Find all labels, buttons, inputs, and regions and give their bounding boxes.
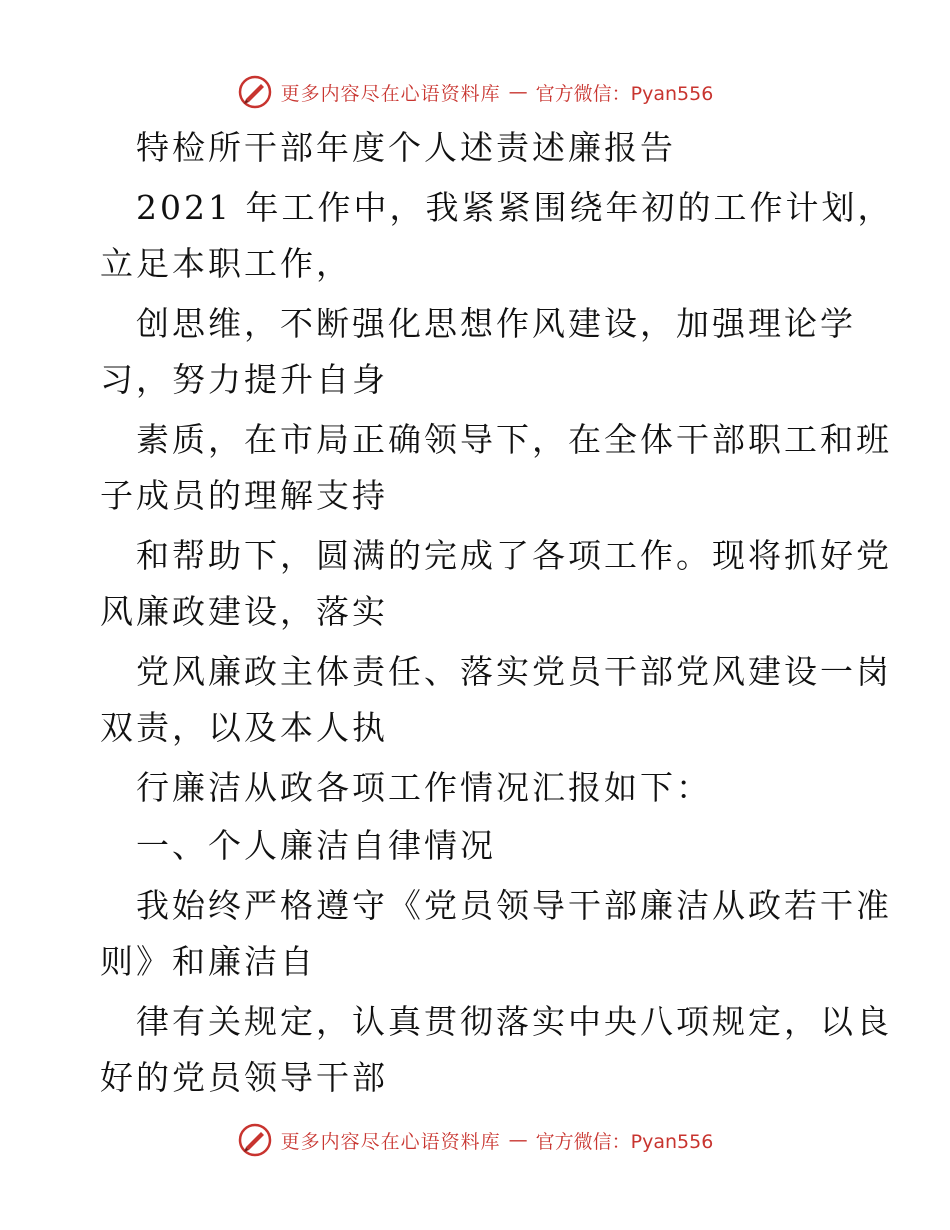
paragraph-line: 子成员的理解支持: [100, 476, 388, 515]
banner-wechat-label: 官方微信：Pyan556: [535, 82, 714, 105]
banner-dash: —: [508, 1129, 528, 1151]
paragraph-line: 立足本职工作，: [100, 244, 352, 283]
banner-dash: —: [508, 81, 528, 103]
paragraph-line: 党风廉政主体责任、落实党员干部党风建设一岗: [136, 652, 892, 691]
paragraph-line: 我始终严格遵守《党员领导干部廉洁从政若干准: [136, 886, 892, 925]
banner-site-text: 更多内容尽在心语资料库: [280, 1130, 501, 1153]
paragraph-line: 行廉洁从政各项工作情况汇报如下：: [136, 768, 712, 807]
paragraph-line: 则》和廉洁自: [100, 942, 316, 981]
section-heading: 一、个人廉洁自律情况: [136, 826, 496, 865]
paragraph-line: 风廉政建设，落实: [100, 592, 388, 631]
paragraph-line: 律有关规定，认真贯彻落实中央八项规定，以良: [136, 1002, 892, 1041]
pen-logo-icon: [237, 74, 273, 110]
paragraph-line: 双责，以及本人执: [100, 708, 388, 747]
banner-site-text: 更多内容尽在心语资料库: [280, 82, 501, 105]
paragraph-line: 素质，在市局正确领导下，在全体干部职工和班: [136, 420, 892, 459]
document-title: 特检所干部年度个人述责述廉报告: [136, 128, 676, 167]
paragraph-line: 和帮助下，圆满的完成了各项工作。现将抓好党: [136, 536, 892, 575]
paragraph-line: 创思维，不断强化思想作风建设，加强理论学: [136, 304, 856, 343]
paragraph-line: 2021 年工作中，我紧紧围绕年初的工作计划，: [136, 188, 894, 227]
footer-watermark-banner: [0, 1120, 950, 1160]
paragraph-line: 好的党员领导干部: [100, 1058, 388, 1097]
pen-logo-icon: [237, 1122, 273, 1158]
banner-wechat-label: 官方微信：Pyan556: [535, 1130, 714, 1153]
paragraph-line: 习，努力提升自身: [100, 360, 388, 399]
header-watermark-banner: [0, 72, 950, 112]
